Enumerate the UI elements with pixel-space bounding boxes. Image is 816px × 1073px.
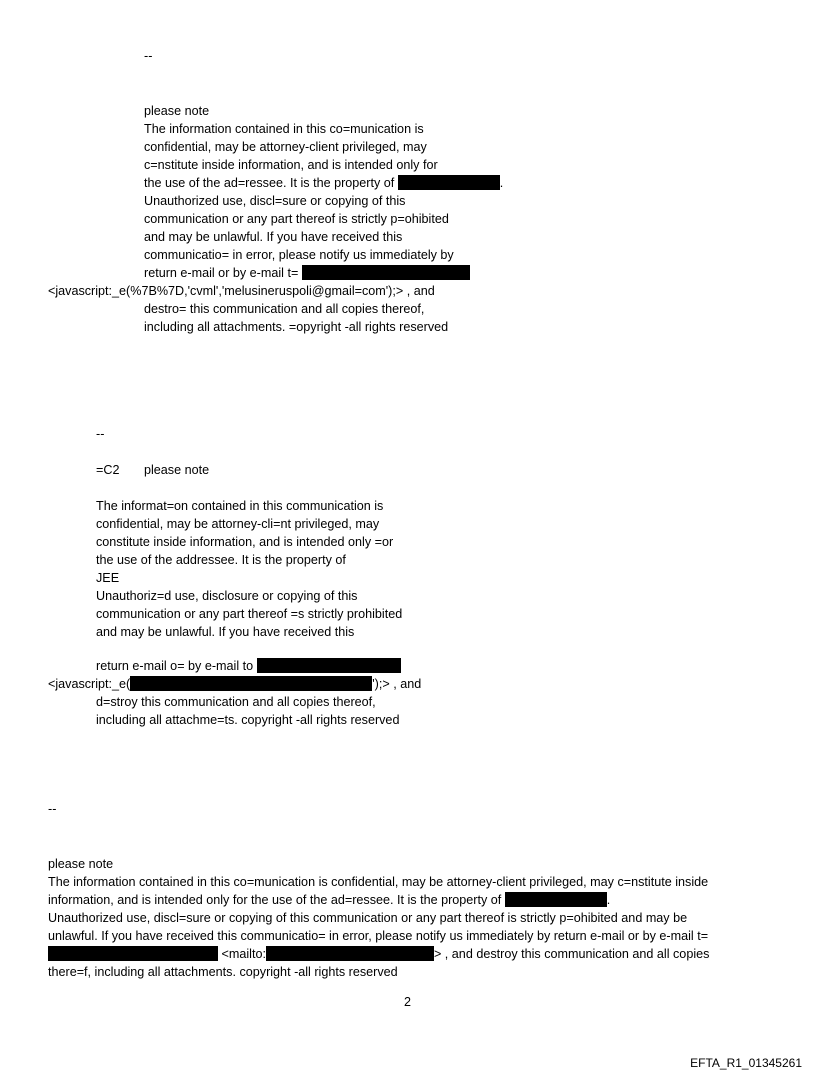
notice-line bbox=[96, 657, 401, 675]
notice-line: constitute inside information, and is intended only =or bbox=[96, 535, 394, 549]
notice-line-text: return e-mail or by e-mail t= bbox=[144, 266, 299, 280]
notice-line bbox=[144, 174, 503, 192]
notice-line-text: return e-mail o= by e-mail to bbox=[96, 659, 254, 673]
notice-line: destro= this communication and all copies thereof, bbox=[144, 302, 425, 316]
notice-line bbox=[144, 264, 470, 282]
document-id: EFTA_R1_01345261 bbox=[690, 1056, 802, 1070]
notice-line: and may be unlawful. If you have received this bbox=[144, 230, 403, 244]
notice-line-text: information, and is intended only for the use of the ad=ressee. It is the property of bbox=[48, 893, 502, 907]
notice-line: confidential, may be attorney-cli=nt privileged, may bbox=[96, 517, 380, 531]
redaction-box bbox=[257, 658, 401, 673]
notice-line: The informat=on contained in this communication is bbox=[96, 499, 384, 513]
notice-line-text: > , and destroy this communication and all copies bbox=[433, 947, 710, 961]
separator-dash: -- bbox=[48, 802, 57, 816]
notice-line-text: ');> , and bbox=[372, 677, 422, 691]
notice-line bbox=[48, 675, 421, 693]
redaction-box bbox=[130, 676, 372, 691]
notice-line: c=nstitute inside information, and is intended only for bbox=[144, 158, 438, 172]
notice-line: the use of the addressee. It is the property of bbox=[96, 553, 346, 567]
notice-line-text: the use of the ad=ressee. It is the property of bbox=[144, 176, 395, 190]
notice-line: communicatio= in error, please notify us immediately by bbox=[144, 248, 454, 262]
redaction-box bbox=[302, 265, 470, 280]
redaction-box bbox=[266, 946, 434, 961]
notice-heading: please note bbox=[144, 463, 210, 477]
notice-line: communication or any part thereof =s strictly prohibited bbox=[96, 607, 403, 621]
notice-line-text: <javascript:_e( bbox=[48, 677, 131, 691]
notice-line: including all attachments. =opyright -all rights reserved bbox=[144, 320, 449, 334]
notice-line: including all attachme=ts. copyright -all rights reserved bbox=[96, 713, 400, 727]
redaction-box bbox=[48, 946, 218, 961]
notice-line: JEE bbox=[96, 571, 120, 585]
notice-line: there=f, including all attachments. copyright -all rights reserved bbox=[48, 965, 398, 979]
notice-line: Unauthorized use, discl=sure or copying of this communication or any part thereof is strictly p=ohibited and may be bbox=[48, 911, 688, 925]
redaction-box bbox=[505, 892, 607, 907]
notice-line: Unauthoriz=d use, disclosure or copying of this bbox=[96, 589, 358, 603]
notice-line: communication or any part thereof is strictly p=ohibited bbox=[144, 212, 449, 226]
notice-line: unlawful. If you have received this communicatio= in error, please notify us immediately by return e-mail or by e-mail t= bbox=[48, 929, 709, 943]
separator-dash: -- bbox=[96, 427, 105, 441]
period-text: . bbox=[606, 893, 611, 907]
c2-marker: =C2 bbox=[96, 463, 120, 477]
notice-line bbox=[48, 945, 709, 963]
page-number: 2 bbox=[404, 995, 412, 1009]
notice-line: d=stroy this communication and all copies thereof, bbox=[96, 695, 376, 709]
period-text: . bbox=[499, 176, 504, 190]
notice-line: and may be unlawful. If you have received this bbox=[96, 625, 355, 639]
notice-line: The information contained in this co=munication is bbox=[144, 122, 424, 136]
notice-line: <javascript:_e(%7B%7D,'cvml','melusineruspoli@gmail=com');> , and bbox=[48, 284, 435, 298]
notice-heading: please note bbox=[48, 857, 114, 871]
separator-dash: -- bbox=[144, 49, 153, 63]
notice-line bbox=[48, 891, 610, 909]
mailto-text: <mailto: bbox=[221, 947, 266, 961]
notice-line: The information contained in this co=munication is confidential, may be attorney-client privileged, may c=nstitute inside bbox=[48, 875, 709, 889]
notice-line: Unauthorized use, discl=sure or copying of this bbox=[144, 194, 406, 208]
notice-line: confidential, may be attorney-client privileged, may bbox=[144, 140, 427, 154]
redaction-box bbox=[398, 175, 500, 190]
notice-heading: please note bbox=[144, 104, 210, 118]
